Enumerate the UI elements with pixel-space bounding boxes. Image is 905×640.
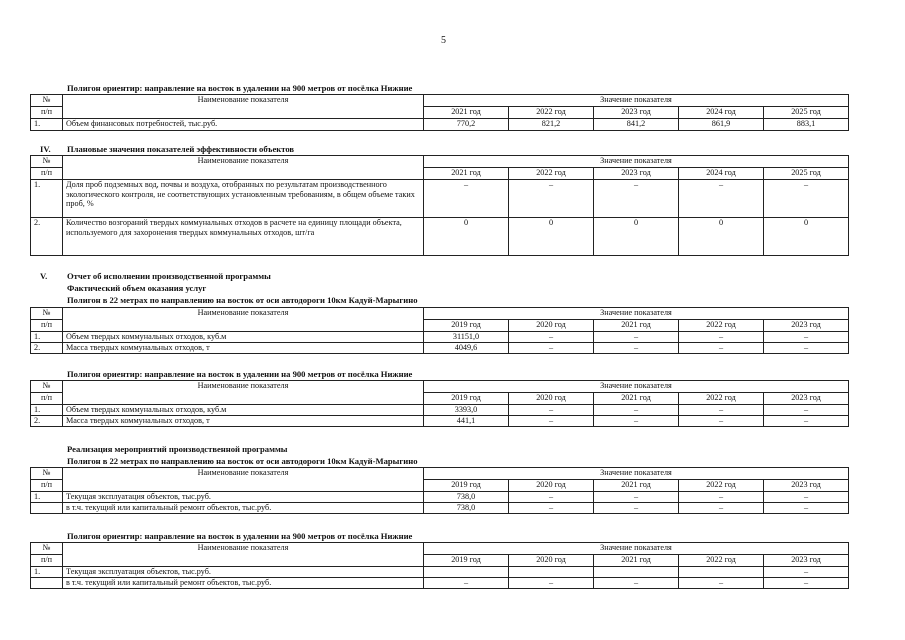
cell-value [424,567,509,578]
table-row [31,119,849,131]
cell-value: – [764,416,849,427]
cell-value: – [764,492,849,503]
cell-value: – [424,578,509,589]
year-header: 2019 год [424,480,509,492]
year-header: 2023 год [764,555,849,567]
row-number: 2. [31,343,63,354]
section-4-title: Полигон ориентир: направление на восток в удалении на 900 метров от посёлка Нижние [67,369,413,379]
row-name: Количество возгораний твердых коммунальных отходов в расчете на единицу площади объекта, используемого для захоронения твердых коммунальных отходов, шт/га [63,218,424,256]
year-header: 2022 год [679,555,764,567]
year-header: 2024 год [679,168,764,180]
year-header: 2022 год [679,480,764,492]
finance-needs-table [30,94,849,131]
cell-value: – [764,332,849,343]
year-header: 2023 год [764,393,849,405]
cell-value: – [679,492,764,503]
col-num-header: № [31,308,63,320]
cell-value: – [679,416,764,427]
row-number: 1. [31,332,63,343]
table-row [31,180,849,218]
page-number: 5 [441,35,446,46]
cell-value: – [594,332,679,343]
row-name: Масса твердых коммунальных отходов, т [63,416,424,427]
cell-value: 3393,0 [424,405,509,416]
col-name-header: Наименование показателя [63,543,424,567]
cell-value: – [509,578,594,589]
col-num-header: № [31,381,63,393]
col-num-header: № [31,95,63,107]
cell-value [594,567,679,578]
cell-value: – [764,343,849,354]
cell-value: – [679,578,764,589]
cell-value: – [594,492,679,503]
cell-value: 861,9 [679,119,764,131]
cell-value: – [594,180,679,218]
year-header: 2022 год [509,168,594,180]
row-name: Масса твердых коммунальных отходов, т [63,343,424,354]
section-6-title: Полигон ориентир: направление на восток в удалении на 900 метров от посёлка Нижние [67,531,413,541]
row-name: Объем твердых коммунальных отходов, куб.м [63,405,424,416]
year-header: 2025 год [764,107,849,119]
row-number: 1. [31,180,63,218]
cell-value [679,567,764,578]
efficiency-table [30,155,849,256]
section-v-location: Полигон в 22 метрах по направлению на восток от оси автодороги 10км Кадуй-Марыгино [67,295,418,305]
cell-value: – [679,503,764,514]
row-name: Объем финансовых потребностей, тыс.руб. [63,119,424,131]
cell-value: – [509,492,594,503]
cell-value: – [509,332,594,343]
year-header: 2019 год [424,393,509,405]
row-number: 1. [31,119,63,131]
cell-value: – [594,343,679,354]
year-header: 2021 год [424,168,509,180]
year-header: 2021 год [594,393,679,405]
year-header: 2021 год [594,320,679,332]
year-header: 2024 год [679,107,764,119]
col-num-header-2: п/п [31,480,63,492]
cell-value: – [679,332,764,343]
row-name: Текущая эксплуатация объектов, тыс.руб. [63,492,424,503]
row-number: 1. [31,405,63,416]
year-header: 2023 год [764,320,849,332]
year-header: 2022 год [509,107,594,119]
col-value-header: Значение показателя [424,308,849,320]
row-name: Объем твердых коммунальных отходов, куб.м [63,332,424,343]
cell-value: – [594,405,679,416]
section-5-title: Реализация мероприятий производственной программы [67,444,288,454]
row-number [31,578,63,589]
year-header: 2022 год [679,393,764,405]
cell-value: 738,0 [424,503,509,514]
cell-value: – [764,578,849,589]
col-value-header: Значение показателя [424,381,849,393]
row-number: 2. [31,218,63,256]
cell-value: – [509,503,594,514]
row-name: в т.ч. текущий или капитальный ремонт объектов, тыс.руб. [63,578,424,589]
year-header: 2025 год [764,168,849,180]
cell-value: – [594,416,679,427]
measures-table-2 [30,542,849,589]
cell-value: – [764,405,849,416]
col-name-header: Наименование показателя [63,156,424,180]
col-num-header-2: п/п [31,107,63,119]
cell-value: – [424,180,509,218]
year-header: 2021 год [594,555,679,567]
section-iv-title: Плановые значения показателей эффективности объектов [67,144,295,154]
section-1-title: Полигон ориентир: направление на восток в удалении на 900 метров от посёлка Нижние [67,83,413,93]
cell-value: 0 [679,218,764,256]
cell-value: 821,2 [509,119,594,131]
row-number: 1. [31,492,63,503]
table-row [31,332,849,343]
cell-value: 0 [764,218,849,256]
table-row [31,578,849,589]
year-header: 2019 год [424,555,509,567]
row-name: Доля проб подземных вод, почвы и воздуха, отобранных по результатам производственного экологического контроля, не соответствующих установленным требованиям, в общем объеме таких проб, % [63,180,424,218]
col-num-header: № [31,468,63,480]
cell-value: – [594,503,679,514]
cell-value: 0 [509,218,594,256]
col-name-header: Наименование показателя [63,381,424,405]
row-number [31,503,63,514]
cell-value: 770,2 [424,119,509,131]
cell-value: 883,1 [764,119,849,131]
table-row [31,567,849,578]
year-header: 2023 год [764,480,849,492]
cell-value: – [679,180,764,218]
year-header: 2022 год [679,320,764,332]
row-number: 2. [31,416,63,427]
cell-value: – [509,343,594,354]
section-v-title: Отчет об исполнении производственной программы [67,271,271,281]
actual-volume-table-1 [30,307,849,354]
section-iv-number: IV. [40,144,51,154]
table-row [31,503,849,514]
year-header: 2020 год [509,555,594,567]
table-row [31,343,849,354]
col-num-header: № [31,156,63,168]
col-name-header: Наименование показателя [63,308,424,332]
col-value-header: Значение показателя [424,468,849,480]
cell-value [509,567,594,578]
cell-value: – [594,578,679,589]
row-name: Текущая эксплуатация объектов, тыс.руб. [63,567,424,578]
cell-value: – [679,405,764,416]
cell-value: 0 [594,218,679,256]
col-num-header-2: п/п [31,393,63,405]
table-row [31,492,849,503]
col-num-header-2: п/п [31,555,63,567]
col-name-header: Наименование показателя [63,468,424,492]
row-name: в т.ч. текущий или капитальный ремонт объектов, тыс.руб. [63,503,424,514]
cell-value: 841,2 [594,119,679,131]
section-5-location: Полигон в 22 метрах по направлению на восток от оси автодороги 10км Кадуй-Марыгино [67,456,418,466]
measures-table-1 [30,467,849,514]
cell-value: 0 [424,218,509,256]
section-v-number: V. [40,271,48,281]
cell-value: 4049,6 [424,343,509,354]
year-header: 2021 год [594,480,679,492]
cell-value: – [509,405,594,416]
cell-value: 738,0 [424,492,509,503]
cell-value: 441,1 [424,416,509,427]
table-row [31,405,849,416]
col-num-header-2: п/п [31,320,63,332]
cell-value: 31151,0 [424,332,509,343]
table-row [31,416,849,427]
year-header: 2019 год [424,320,509,332]
row-number: 1. [31,567,63,578]
col-num-header-2: п/п [31,168,63,180]
year-header: 2020 год [509,480,594,492]
table-row [31,218,849,256]
cell-value: – [764,567,849,578]
col-name-header: Наименование показателя [63,95,424,119]
cell-value: – [764,180,849,218]
year-header: 2020 год [509,393,594,405]
cell-value: – [679,343,764,354]
col-value-header: Значение показателя [424,543,849,555]
cell-value: – [509,180,594,218]
actual-volume-table-2 [30,380,849,427]
col-value-header: Значение показателя [424,156,849,168]
year-header: 2021 год [424,107,509,119]
year-header: 2020 год [509,320,594,332]
year-header: 2023 год [594,168,679,180]
cell-value: – [764,503,849,514]
col-value-header: Значение показателя [424,95,849,107]
section-v-subtitle: Фактический объем оказания услуг [67,283,207,293]
col-num-header: № [31,543,63,555]
year-header: 2023 год [594,107,679,119]
cell-value: – [509,416,594,427]
